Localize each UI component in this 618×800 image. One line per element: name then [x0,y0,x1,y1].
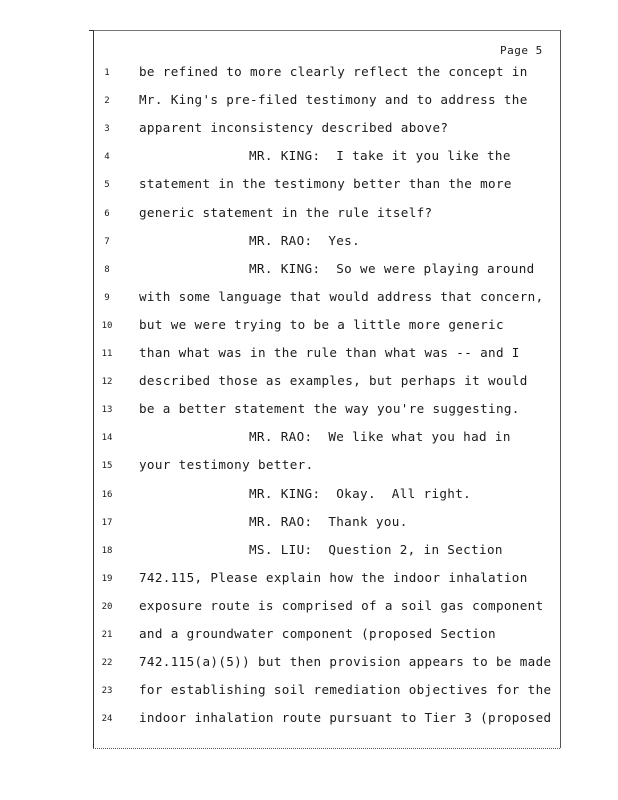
line-number: 7 [104,236,110,247]
transcript-line [0,233,618,253]
transcript-line [0,176,618,196]
line-text: than what was in the rule than what was -- and I [139,345,520,360]
line-text: with some language that would address that concern, [139,288,544,304]
transcript-line [0,626,618,646]
line-number: 4 [104,152,110,163]
line-text: indoor inhalation route pursuant to Tier 3 (proposed [139,710,552,726]
transcript-line [0,345,618,365]
line-text: for establishing soil remediation objectives for the [139,682,552,698]
line-number: 24 [101,714,113,725]
line-number: 23 [101,686,113,697]
transcript-line [0,570,618,590]
transcript-line [0,205,618,225]
line-number: 18 [101,545,113,556]
line-text: but we were trying to be a little more generic [139,316,504,332]
line-number: 3 [104,124,110,135]
line-text: described those as examples, but perhaps it would [139,373,528,389]
line-text: be a better statement the way you're suggesting. [139,401,520,417]
line-number: 5 [104,180,110,191]
page-border-bottom [93,748,560,750]
line-text: MR. KING: Okay. All right. [249,485,472,501]
line-text: 742.115, Please explain how the indoor inhalation [139,569,528,585]
transcript-line [0,429,618,449]
line-text: MR. KING: So we were playing around [249,260,535,276]
line-text: generic statement in the rule itself? [139,204,433,220]
line-number: 16 [101,489,113,500]
line-number: 13 [101,405,113,416]
line-text: Mr. King's pre-filed testimony and to address the [139,92,528,108]
line-number: 6 [104,208,110,219]
line-text: exposure route is comprised of a soil gas component [139,597,544,613]
line-number: 14 [101,433,113,444]
line-number: 8 [104,264,110,275]
transcript-line [0,542,618,562]
page-border-top [93,30,560,31]
line-text: statement in the testimony better than the more [139,176,512,192]
transcript-line [0,120,618,140]
transcript-line [0,401,618,421]
line-number: 17 [101,517,113,528]
transcript-line [0,486,618,506]
page-number: Page 5 [500,44,543,57]
line-text: be refined to more clearly reflect the concept in [139,64,528,79]
transcript-line [0,654,618,674]
transcript-line [0,514,618,534]
line-number: 10 [101,320,113,331]
transcript-line [0,148,618,168]
line-number: 2 [104,96,110,107]
line-text: and a groundwater component (proposed Section [139,626,496,641]
line-number: 15 [101,461,113,472]
transcript-line [0,261,618,281]
line-number: 20 [101,601,113,612]
line-number: 9 [104,292,110,303]
line-text: MS. LIU: Question 2, in Section [249,541,503,557]
line-text: MR. RAO: We like what you had in [249,429,511,445]
transcript-line [0,289,618,309]
line-number: 22 [101,658,113,669]
transcript-line [0,710,618,730]
transcript-line [0,64,618,84]
line-number: 12 [101,377,113,388]
line-text: apparent inconsistency described above? [139,120,449,136]
line-number: 1 [104,68,110,78]
transcript-line [0,598,618,618]
transcript-line [0,92,618,112]
line-number: 19 [101,573,113,584]
line-text: MR. KING: I take it you like the [249,148,511,164]
line-number: 11 [101,349,113,359]
line-text: MR. RAO: Thank you. [249,513,408,529]
line-text: MR. RAO: Yes. [249,232,361,248]
line-text: 742.115(a)(5)) but then provision appears to be made [139,654,552,670]
transcript-line [0,317,618,337]
transcript-line [0,373,618,393]
line-text: your testimony better. [139,457,314,473]
transcript-line [0,457,618,477]
line-number: 21 [101,630,113,640]
transcript-line [0,682,618,702]
page-border-tick [89,30,94,31]
